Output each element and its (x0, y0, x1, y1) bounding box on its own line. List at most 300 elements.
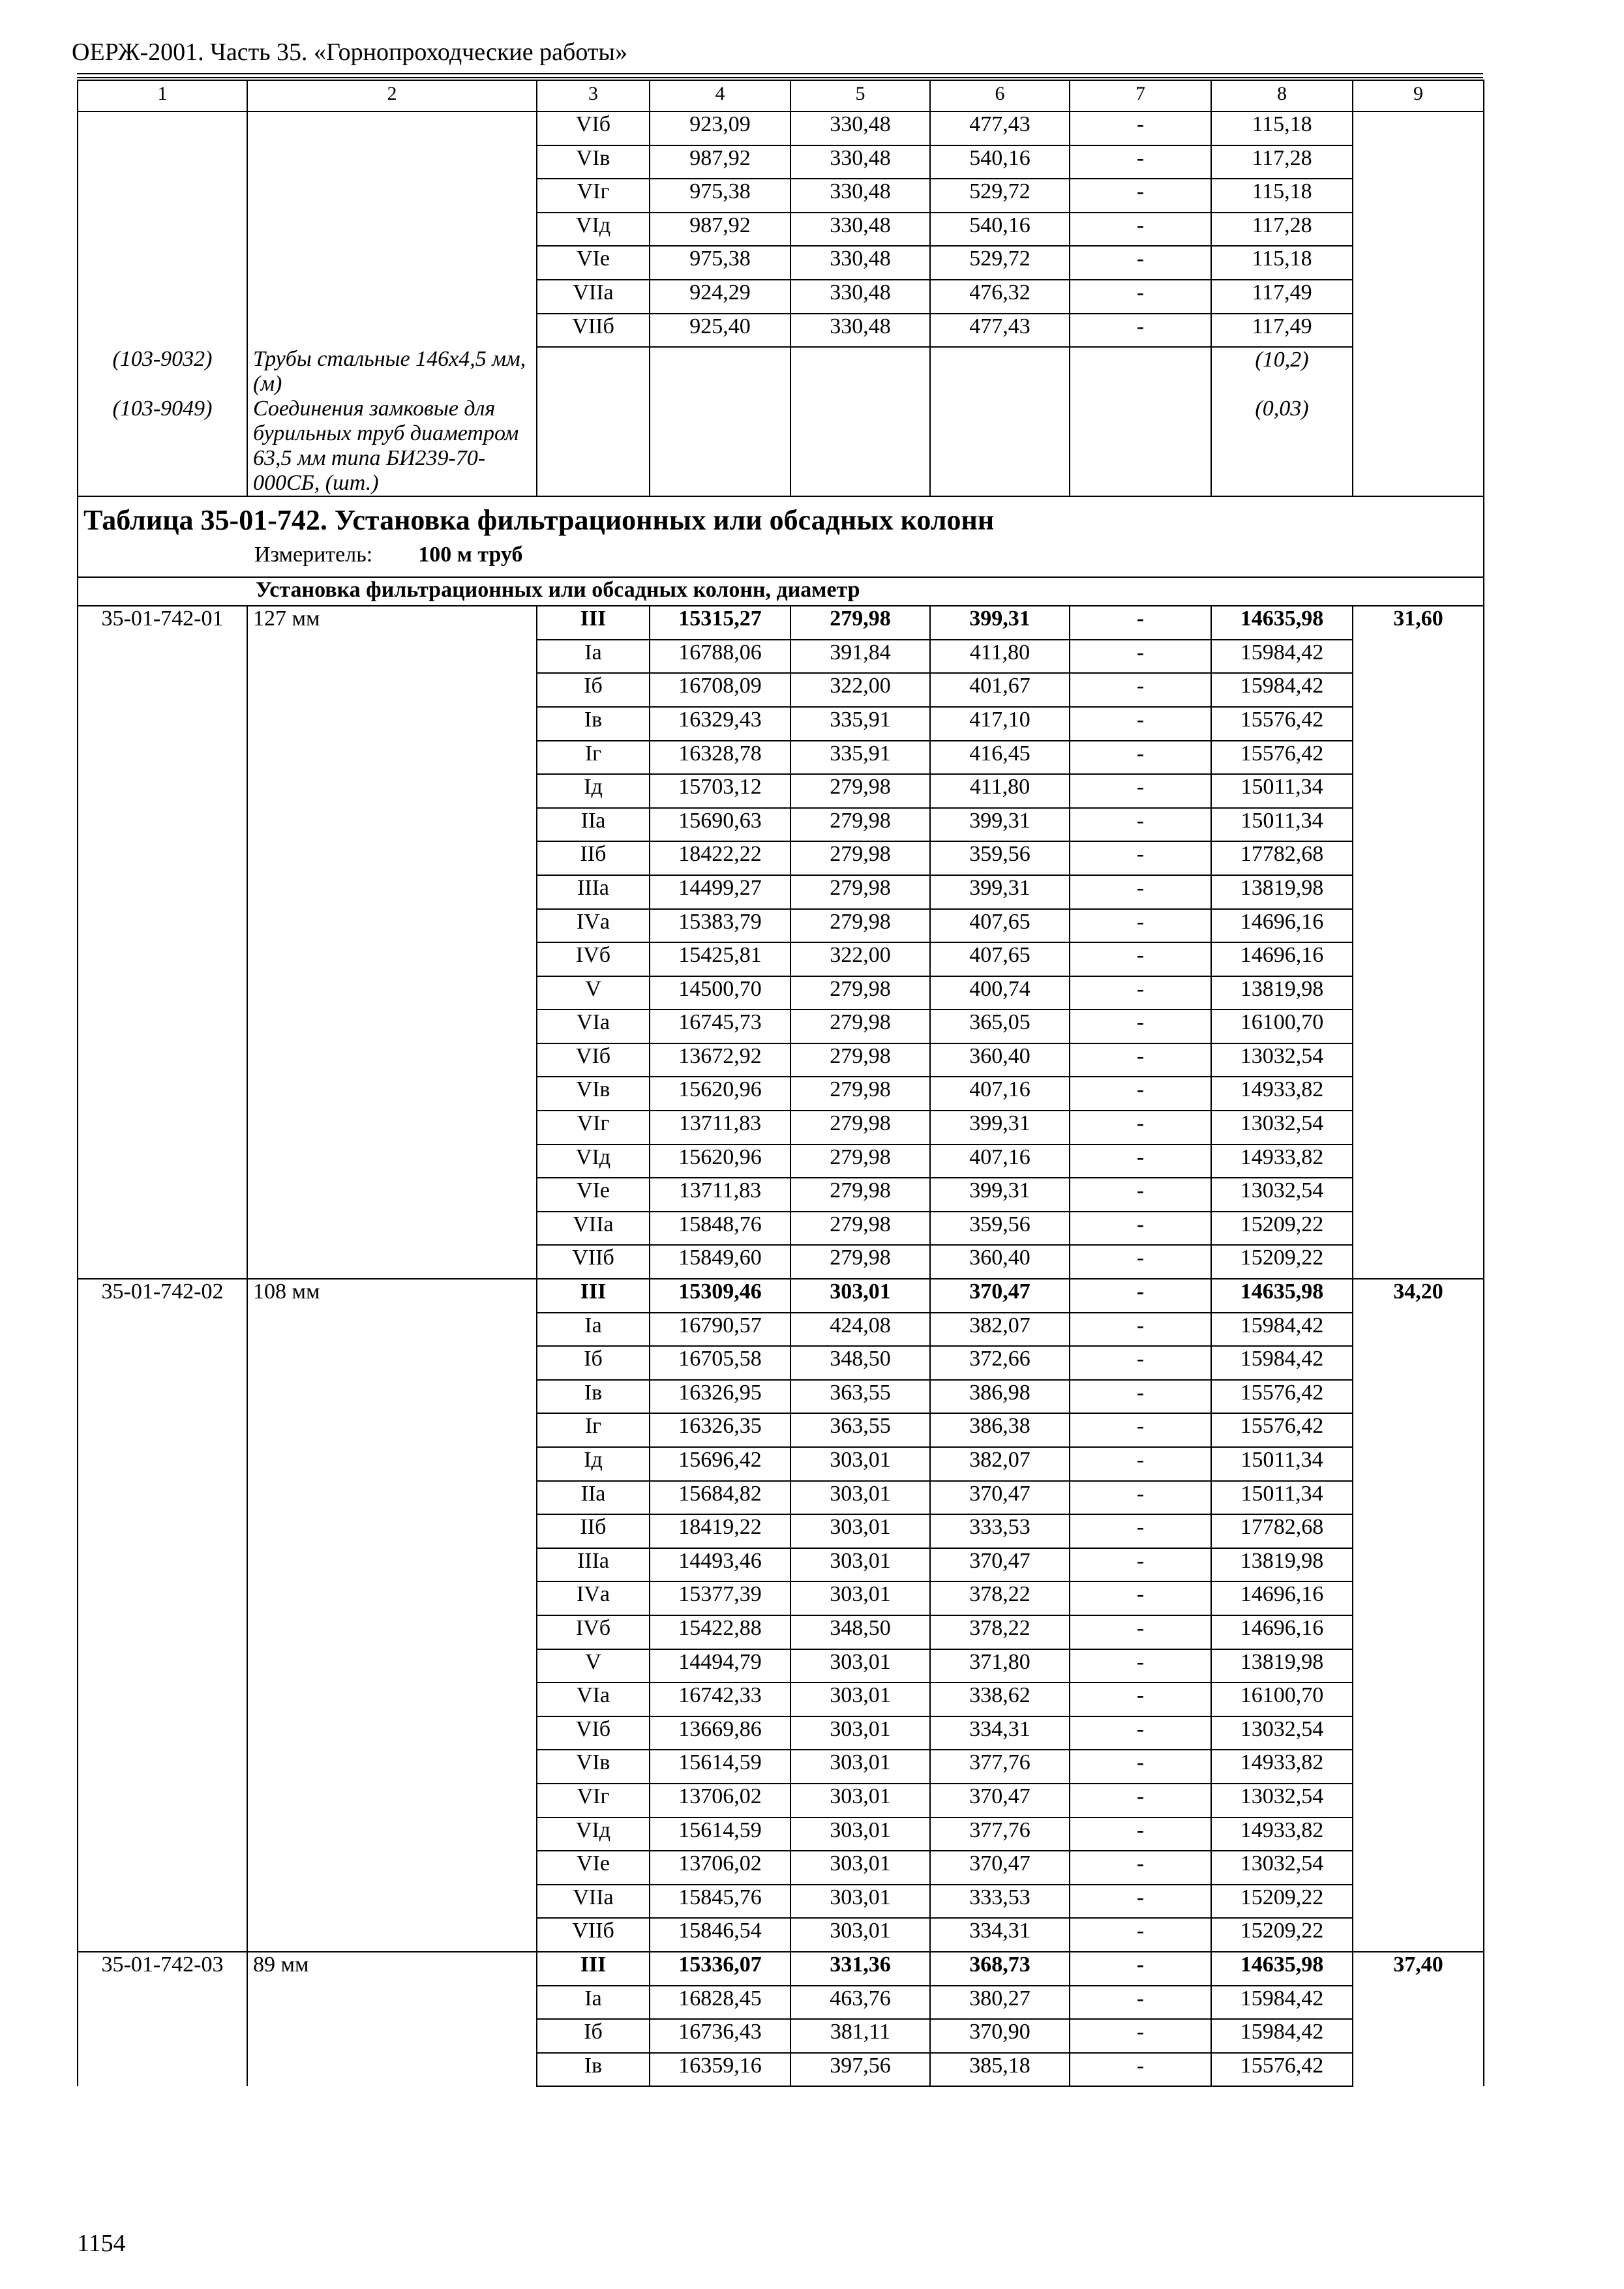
value-cell (930, 396, 1070, 496)
table-row (78, 1952, 1484, 1986)
unit-line (254, 543, 1478, 567)
value-cell (1353, 1716, 1484, 1750)
value-cell: 303,01 (790, 1851, 930, 1885)
value-cell: 15684,82 (650, 1481, 790, 1515)
value-cell: 279,98 (790, 808, 930, 842)
description-cell (247, 1447, 537, 1481)
value-cell: - (1070, 1481, 1211, 1515)
category-cell: Iа (537, 1986, 650, 2020)
value-cell: 303,01 (790, 1683, 930, 1716)
value-cell: - (1070, 1986, 1211, 2020)
value-cell: 16788,06 (650, 640, 790, 674)
category-cell: VIа (537, 1010, 650, 1043)
value-cell: 16705,58 (650, 1346, 790, 1380)
table-row (78, 1716, 1484, 1750)
labor-cost: 37,40 (1353, 1952, 1484, 1986)
value-cell: 16326,95 (650, 1380, 790, 1414)
value-cell (1353, 1413, 1484, 1447)
table-row (78, 2019, 1484, 2053)
table-row (78, 1750, 1484, 1784)
value-cell: - (1070, 1279, 1211, 1313)
value-cell: 330,48 (790, 213, 930, 247)
code-cell (78, 808, 247, 842)
value-cell: 399,31 (930, 1111, 1070, 1144)
value-cell: 303,01 (790, 1279, 930, 1313)
code-cell (78, 1784, 247, 1818)
value-cell (1353, 1245, 1484, 1279)
value-cell: 13032,54 (1211, 1716, 1353, 1750)
value-cell: 14635,98 (1211, 1279, 1353, 1313)
table-row (78, 1144, 1484, 1178)
code-cell (78, 1447, 247, 1481)
value-cell: 15209,22 (1211, 1212, 1353, 1246)
value-cell: 16745,73 (650, 1010, 790, 1043)
value-cell: 13711,83 (650, 1178, 790, 1212)
rate-code: 35-01-742-03 (78, 1952, 247, 1986)
table-row (78, 875, 1484, 909)
value-cell: 279,98 (790, 1010, 930, 1043)
table-row (78, 1615, 1484, 1649)
category-cell: Iг (537, 1413, 650, 1447)
table-row (78, 1885, 1484, 1919)
value-cell: 380,27 (930, 1986, 1070, 2020)
value-cell (1353, 1548, 1484, 1582)
description-cell (247, 1413, 537, 1447)
value-cell (537, 347, 650, 396)
value-cell: 372,66 (930, 1346, 1070, 1380)
category-cell: III (537, 1279, 650, 1313)
value-cell: 13669,86 (650, 1716, 790, 1750)
value-cell: 15703,12 (650, 774, 790, 808)
value-cell: 13819,98 (1211, 976, 1353, 1010)
category-cell: IVа (537, 909, 650, 943)
value-cell: 279,98 (790, 1111, 930, 1144)
value-cell: 529,72 (930, 179, 1070, 213)
description-cell (247, 1346, 537, 1380)
value-cell: - (1070, 909, 1211, 943)
code-cell (78, 1077, 247, 1111)
table-row (78, 741, 1484, 775)
value-cell: 14493,46 (650, 1548, 790, 1582)
value-cell (1353, 1111, 1484, 1144)
value-cell: - (1070, 1212, 1211, 1246)
value-cell: 334,31 (930, 1716, 1070, 1750)
code-cell (78, 841, 247, 875)
code-cell (78, 1514, 247, 1548)
value-cell: - (1070, 1851, 1211, 1885)
value-cell: 378,22 (930, 1615, 1070, 1649)
value-cell (1353, 1346, 1484, 1380)
column-number: 6 (930, 80, 1070, 112)
value-cell: - (1070, 1581, 1211, 1615)
value-cell: 15576,42 (1211, 707, 1353, 741)
value-cell: 279,98 (790, 1245, 930, 1279)
table-row (78, 808, 1484, 842)
value-cell (1353, 841, 1484, 875)
value-cell: 15690,63 (650, 808, 790, 842)
value-cell: 417,10 (930, 707, 1070, 741)
value-cell (1353, 875, 1484, 909)
category-cell: VIIа (537, 1212, 650, 1246)
value-cell (1353, 280, 1484, 314)
value-cell: 16326,35 (650, 1413, 790, 1447)
value-cell: 15984,42 (1211, 1313, 1353, 1347)
value-cell (790, 396, 930, 496)
value-cell: 15011,34 (1211, 1447, 1353, 1481)
value-cell: 540,16 (930, 145, 1070, 179)
description-cell (247, 741, 537, 775)
value-cell: - (1070, 1683, 1211, 1716)
value-cell: - (1070, 213, 1211, 247)
table-row (78, 1649, 1484, 1683)
value-cell: - (1070, 179, 1211, 213)
column-number-row (78, 80, 1484, 112)
subtitle-row (78, 577, 1484, 606)
code-cell (78, 1615, 247, 1649)
code-cell (78, 1313, 247, 1347)
value-cell: 322,00 (790, 942, 930, 976)
value-cell: 303,01 (790, 1447, 930, 1481)
description-cell (247, 1716, 537, 1750)
value-cell: 365,05 (930, 1010, 1070, 1043)
value-cell: 13819,98 (1211, 1548, 1353, 1582)
category-cell: Iв (537, 707, 650, 741)
category-cell: Iд (537, 1447, 650, 1481)
code-cell (78, 2053, 247, 2087)
table-row (78, 841, 1484, 875)
value-cell: 407,65 (930, 942, 1070, 976)
code-cell (78, 1178, 247, 1212)
value-cell: 13819,98 (1211, 1649, 1353, 1683)
value-cell: 377,76 (930, 1818, 1070, 1851)
value-cell: 303,01 (790, 1818, 930, 1851)
value-cell: - (1070, 1885, 1211, 1919)
value-cell: 15576,42 (1211, 2053, 1353, 2087)
table-row (78, 1010, 1484, 1043)
category-cell: IVб (537, 942, 650, 976)
description-cell (247, 1986, 537, 2020)
category-cell: Iб (537, 673, 650, 707)
description-cell (247, 1245, 537, 1279)
value-cell (1353, 179, 1484, 213)
table-row (78, 213, 1484, 247)
value-cell: - (1070, 314, 1211, 348)
description-cell (247, 1380, 537, 1414)
table-row (78, 112, 1484, 145)
value-cell: - (1070, 841, 1211, 875)
value-cell (1353, 2019, 1484, 2053)
value-cell (1353, 942, 1484, 976)
description-cell (247, 2053, 537, 2087)
code-cell (78, 1380, 247, 1414)
value-cell: - (1070, 1077, 1211, 1111)
table-row (78, 774, 1484, 808)
value-cell (1353, 909, 1484, 943)
value-cell (1353, 1514, 1484, 1548)
category-cell: VIб (537, 112, 650, 145)
table-row (78, 1313, 1484, 1347)
value-cell: 13032,54 (1211, 1111, 1353, 1144)
description-cell (247, 976, 537, 1010)
value-cell: 15576,42 (1211, 741, 1353, 775)
value-cell: 18422,22 (650, 841, 790, 875)
category-cell: VIIб (537, 314, 650, 348)
value-cell: 16100,70 (1211, 1010, 1353, 1043)
value-cell: 16790,57 (650, 1313, 790, 1347)
value-cell: 335,91 (790, 741, 930, 775)
value-cell: 13032,54 (1211, 1043, 1353, 1077)
header-rule (77, 73, 1483, 74)
column-number: 2 (247, 80, 537, 112)
description-cell (247, 942, 537, 976)
value-cell: 399,31 (930, 808, 1070, 842)
table-row (78, 909, 1484, 943)
description-cell (247, 1514, 537, 1548)
value-cell (1353, 396, 1484, 496)
resource-code: (103-9032) (78, 347, 247, 396)
table-row (78, 1043, 1484, 1077)
value-cell: 117,28 (1211, 213, 1353, 247)
code-cell (78, 1010, 247, 1043)
value-cell: 303,01 (790, 1649, 930, 1683)
table-row (78, 314, 1484, 348)
description-cell (247, 1178, 537, 1212)
value-cell: 14500,70 (650, 976, 790, 1010)
column-number: 7 (1070, 80, 1211, 112)
value-cell (1353, 1750, 1484, 1784)
resource-quantity: (10,2) (1211, 347, 1353, 396)
category-cell: VIд (537, 1144, 650, 1178)
value-cell: 14635,98 (1211, 606, 1353, 640)
value-cell: 15984,42 (1211, 2019, 1353, 2053)
value-cell: - (1070, 1178, 1211, 1212)
value-cell: 303,01 (790, 1548, 930, 1582)
value-cell: 391,84 (790, 640, 930, 674)
category-cell: III (537, 1952, 650, 1986)
category-cell: Iа (537, 640, 650, 674)
description-cell (247, 1784, 537, 1818)
code-cell (78, 213, 247, 247)
code-cell (78, 774, 247, 808)
resource-quantity: (0,03) (1211, 396, 1353, 496)
value-cell: 348,50 (790, 1615, 930, 1649)
value-cell: 330,48 (790, 145, 930, 179)
category-cell: Iв (537, 1380, 650, 1414)
value-cell (1353, 1885, 1484, 1919)
value-cell: 359,56 (930, 841, 1070, 875)
category-cell: IIа (537, 808, 650, 842)
value-cell: 15614,59 (650, 1750, 790, 1784)
table-title-row (78, 496, 1484, 577)
value-cell: - (1070, 875, 1211, 909)
value-cell: 279,98 (790, 606, 930, 640)
value-cell (1353, 1986, 1484, 2020)
value-cell: 399,31 (930, 875, 1070, 909)
description-cell (247, 145, 537, 179)
category-cell: VIIа (537, 280, 650, 314)
table-row (78, 1481, 1484, 1515)
table-row (78, 1212, 1484, 1246)
value-cell: 370,47 (930, 1548, 1070, 1582)
value-cell: 15845,76 (650, 1885, 790, 1919)
code-cell (78, 179, 247, 213)
category-cell: VIе (537, 1851, 650, 1885)
table-row (78, 1581, 1484, 1615)
value-cell: 15011,34 (1211, 774, 1353, 808)
value-cell: - (1070, 280, 1211, 314)
value-cell (1353, 707, 1484, 741)
category-cell: V (537, 976, 650, 1010)
value-cell (1353, 1851, 1484, 1885)
description-cell (247, 1649, 537, 1683)
value-cell: 360,40 (930, 1043, 1070, 1077)
description-cell (247, 1077, 537, 1111)
description-cell (247, 112, 537, 145)
value-cell: 279,98 (790, 1144, 930, 1178)
value-cell: 303,01 (790, 1885, 930, 1919)
value-cell: 279,98 (790, 1077, 930, 1111)
column-number: 9 (1353, 80, 1484, 112)
value-cell (1353, 246, 1484, 280)
code-cell (78, 1581, 247, 1615)
price-table (77, 80, 1484, 2087)
value-cell: - (1070, 1413, 1211, 1447)
value-cell: 303,01 (790, 1716, 930, 1750)
description-cell (247, 1313, 537, 1347)
value-cell: 370,47 (930, 1279, 1070, 1313)
value-cell: - (1070, 1043, 1211, 1077)
code-cell (78, 1683, 247, 1716)
table-row (78, 179, 1484, 213)
value-cell: 15620,96 (650, 1144, 790, 1178)
code-cell (78, 280, 247, 314)
value-cell: 279,98 (790, 1212, 930, 1246)
value-cell: 335,91 (790, 707, 930, 741)
value-cell: 368,73 (930, 1952, 1070, 1986)
table-row (78, 640, 1484, 674)
value-cell: 15315,27 (650, 606, 790, 640)
value-cell: 18419,22 (650, 1514, 790, 1548)
value-cell: 14696,16 (1211, 909, 1353, 943)
value-cell: 13032,54 (1211, 1851, 1353, 1885)
rate-code: 35-01-742-02 (78, 1279, 247, 1313)
code-cell (78, 1649, 247, 1683)
code-cell (78, 942, 247, 976)
value-cell: 15696,42 (650, 1447, 790, 1481)
table-row (78, 246, 1484, 280)
table-body (78, 80, 1484, 2086)
value-cell: 463,76 (790, 1986, 930, 2020)
value-cell (1353, 1010, 1484, 1043)
value-cell (1070, 396, 1211, 496)
value-cell (1353, 1918, 1484, 1952)
value-cell: 14933,82 (1211, 1750, 1353, 1784)
code-cell (78, 909, 247, 943)
value-cell: 14696,16 (1211, 1581, 1353, 1615)
value-cell: 303,01 (790, 1750, 930, 1784)
header-rule-double (77, 77, 1483, 78)
value-cell: - (1070, 1514, 1211, 1548)
value-cell: 370,47 (930, 1851, 1070, 1885)
description-cell (247, 179, 537, 213)
code-cell (78, 1716, 247, 1750)
value-cell: 15848,76 (650, 1212, 790, 1246)
table-row (78, 1986, 1484, 2020)
value-cell: 333,53 (930, 1885, 1070, 1919)
value-cell: 397,56 (790, 2053, 930, 2087)
code-cell (78, 1413, 247, 1447)
value-cell (1353, 1313, 1484, 1347)
code-cell (78, 1548, 247, 1582)
table-row (78, 1245, 1484, 1279)
value-cell: 15011,34 (1211, 808, 1353, 842)
table-row (78, 1784, 1484, 1818)
value-cell: 401,67 (930, 673, 1070, 707)
category-cell: IIIа (537, 875, 650, 909)
value-cell: 279,98 (790, 1043, 930, 1077)
category-cell: VIд (537, 213, 650, 247)
value-cell: 925,40 (650, 314, 790, 348)
value-cell: 399,31 (930, 606, 1070, 640)
value-cell: 303,01 (790, 1784, 930, 1818)
category-cell: VIг (537, 1111, 650, 1144)
value-cell: 15984,42 (1211, 1986, 1353, 2020)
category-cell: Iв (537, 2053, 650, 2087)
value-cell (1353, 1615, 1484, 1649)
table-row (78, 1514, 1484, 1548)
value-cell: 331,36 (790, 1952, 930, 1986)
code-cell (78, 1481, 247, 1515)
resource-row (78, 396, 1484, 496)
resource-code: (103-9049) (78, 396, 247, 496)
column-number: 5 (790, 80, 930, 112)
value-cell: - (1070, 145, 1211, 179)
value-cell: 17782,68 (1211, 841, 1353, 875)
value-cell: 14933,82 (1211, 1144, 1353, 1178)
value-cell: - (1070, 112, 1211, 145)
code-cell (78, 145, 247, 179)
value-cell: 15209,22 (1211, 1918, 1353, 1952)
description-cell (247, 1111, 537, 1144)
value-cell: 411,80 (930, 640, 1070, 674)
value-cell: 117,49 (1211, 280, 1353, 314)
value-cell: 15620,96 (650, 1077, 790, 1111)
value-cell: 407,16 (930, 1077, 1070, 1111)
category-cell: VIIб (537, 1918, 650, 1952)
value-cell: 15984,42 (1211, 673, 1353, 707)
category-cell: Iа (537, 1313, 650, 1347)
value-cell: 924,29 (650, 280, 790, 314)
value-cell: 322,00 (790, 673, 930, 707)
unit-value: 100 м труб (418, 543, 523, 567)
code-cell (78, 1918, 247, 1952)
value-cell: 13706,02 (650, 1851, 790, 1885)
table-row (78, 1918, 1484, 1952)
value-cell: 279,98 (790, 875, 930, 909)
value-cell (1353, 1178, 1484, 1212)
value-cell: 14933,82 (1211, 1077, 1353, 1111)
value-cell: - (1070, 1818, 1211, 1851)
value-cell: 303,01 (790, 1918, 930, 1952)
value-cell: - (1070, 942, 1211, 976)
description-cell (247, 1581, 537, 1615)
description-cell (247, 774, 537, 808)
value-cell: 377,76 (930, 1750, 1070, 1784)
value-cell (650, 347, 790, 396)
table-row (78, 1111, 1484, 1144)
value-cell: 16742,33 (650, 1683, 790, 1716)
category-cell: VIе (537, 246, 650, 280)
